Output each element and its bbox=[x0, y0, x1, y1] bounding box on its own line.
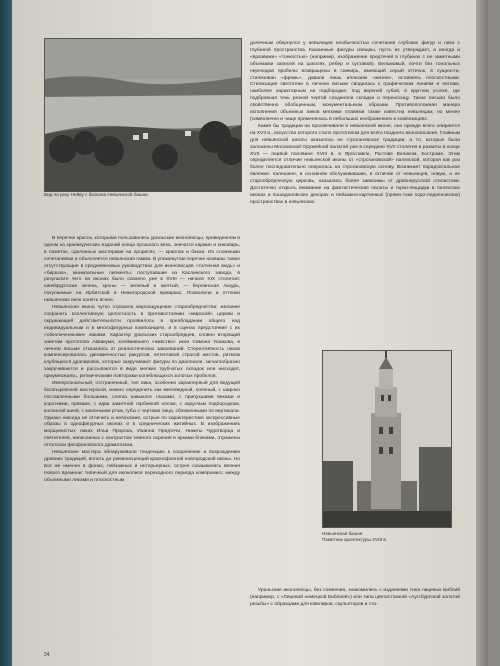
book-spine bbox=[0, 0, 12, 666]
left-column-text bbox=[44, 236, 240, 485]
photo-nevyansk-tower bbox=[322, 350, 452, 528]
right-column-text-top bbox=[250, 41, 460, 207]
paragraph: Невьянская икона чутко отразила мироощущение старообрядчества: желание сохранить коллективную целостность в противостоянии «мирской» церкви и окружающей действительности проявилось в преобладании общего над индивидуальным и в многофигурных композициях, и в сценах предстояния с их «обезличенными» ликами. Характер уральских старообрядцев, словно вторящий заветам протопопа Аввакума, клеймившего «живство» икон Симона Ушакова, в личном письме отказались от реалистических завоеваний. Стереотипность ликов компенсировалась динамичностью ракурсов, пятеглавой строгой жестов, ритмом клубящихся драпировок, которые закручивают фигуры по диагонали, зигзагообразно закручиваются и рассыпаются в виде мелких трубчатых складок или нисходят, приумножаясь, ритмическими повторами колеблющихся золотых пробелов. bbox=[44, 305, 240, 380]
caption-tower bbox=[322, 531, 450, 543]
caption-river: Вид на реку Нейву с балкона Невьянской башни bbox=[44, 192, 148, 197]
paragraph: Какие бы традиции ни просвечивали в невьянской иконе, она прежде всего опирается на XVII в., искусство которого стало прототипом для всего позднего иконописания. Главным для невьянской школы оказалось не строгановское традиции, а то, которые были заложены Московской Оружейной палатой уже в середине XVII столетия и развиты в конце XVII — первой половине XVIII в. в Ярославле, Ростове Великом, Костроме. Этим определяется отличие невьянской иконы от «строгановской» палехской, которая как раз более последовательно опиралась на строгановскую основу. Возникает парадоксальное явление: палешане, в основном обслуживавшие, в отличие от невьянцев, новую, а не старообрядческую церковь, оказались более зависимы от древнерусской стилистики. Достаточно открыть внимание на фантастические палаты и горки-лещадки в палехских иконах и пошадоновских декорах и пейзажно-картинных (прямо-таки кодо-лорреновских) пространствах в невьянских. bbox=[250, 123, 460, 205]
paragraph: Невьянские мастера обнаруживали тенденцию к сохранению и возрождению древних традиций, вплоть до реминисценций краснофонной новгородской иконы. Но все же именно в фонах, пейзажных и интерьерных, острее сказывались веяния Нового времени: типичный для иконописи переходного периода компромисс между объемными ликами и плоскостным bbox=[44, 450, 240, 483]
caption-tower-line1: Невьянская башня. bbox=[322, 531, 364, 536]
paragraph: В перечне красок, которыми пользовались уральские иконописцы, приведенном в одном из краеведческих изданий конца прошлого века, значатся кармин и киноварь, в пометах, сделанных мастерами на прорисях, — краплак и бакан. Их сложными сочетаниями и объясняется невьянская гамма. В упоминутом перечне названы также отсутствующие в средневековых руководствах для иконописцев «толченая медь» и «бирюза», минеральные пигменты, поступавшие из Каслинского завода, в результате чего на иконах было освоено уже в XVIII — начале XIX столетия: швейфуртская зелень, кроны — зеленый и желтый, — берлинская лазурь, покупаемые на Ирбитской и Нижегородской ярмарках. Позволили и оттенки невьянских икон понять яснее. bbox=[44, 236, 240, 304]
photo-river-neiva bbox=[44, 38, 242, 192]
paragraph: Имперсональный, отстраненный, тип лика, особенно характерный для ведущей богатыревской мастерской, можно определить как миловидный, холеный, с широко поставленными большими, слегка навыкате глазами, с припухшими веками и короткими, прямым, с едва заметной горбинкой носом, с округлым подбородком, колонной шеей, с маленьким ртом, губы с чертами лица, сближенными по вертикали. Однако никогда не отличить и непохожие, острые по характеристике экспрессивные образы в однофигурных иконах и в среднических житийных. В изображениях морщинистых ликах Ильи Пророка, Иоанна Предтечи, Никиты Чудотворца и святителей, написанных с контрастом темного охрения и яркими бликами, отражены отголоски феофановского драматизма. bbox=[44, 381, 240, 449]
caption-tower-line2: Памятник архитектуры XVIII в. bbox=[322, 537, 388, 542]
river-landscape-illustration bbox=[45, 39, 241, 191]
page-number: 24 bbox=[44, 652, 50, 658]
paragraph: долечным обернулся у невьянцев необычностью сочетания глубоких фигур и лика с глубиной пространства. Каскинные фигуры изящны, пусть их утверждает, а иногда и «вразвижи» «тонкостью» (например, изображение предтечей в глубинах с ее заметными объемами записей на цоколях, ребер и суставов). Бельмовый, почти без тональных переходов пробелы возвращены в санкирь, имеющий серый оттенок, в сущности, стилизован «фряжь», давали лишь иллюзию «жизни», оставаясь плоскостными. Стилизация светотени в личном письме сводилась к графическим линиям и пятнам, наиболее характерным на подбородке, под верхней губой, в круглом уголке, где подбровная тень резкой чертой соединяла складки и переносицу. Такое письмо было свойственно обобщенным, монументальным образам. Противоположная манера исполнения объемных ликов мягкими плавями также известна невьянцам, но менее (символично и чаще применялась в небольших изображениях и композициях. bbox=[250, 41, 460, 122]
page-edge bbox=[476, 0, 488, 666]
right-column-text-bottom bbox=[250, 588, 460, 609]
paragraph: Уральские иконописцы, без сомнения, знакомились с изданиями типа лицевых Библий (например, с «Лицевой немецкой Библией») или типа цветистомной «Аугсбургской золотой резьбы» с образцами для ювелиров, скульпторов и сто- bbox=[250, 588, 460, 607]
tower-illustration bbox=[323, 351, 451, 527]
